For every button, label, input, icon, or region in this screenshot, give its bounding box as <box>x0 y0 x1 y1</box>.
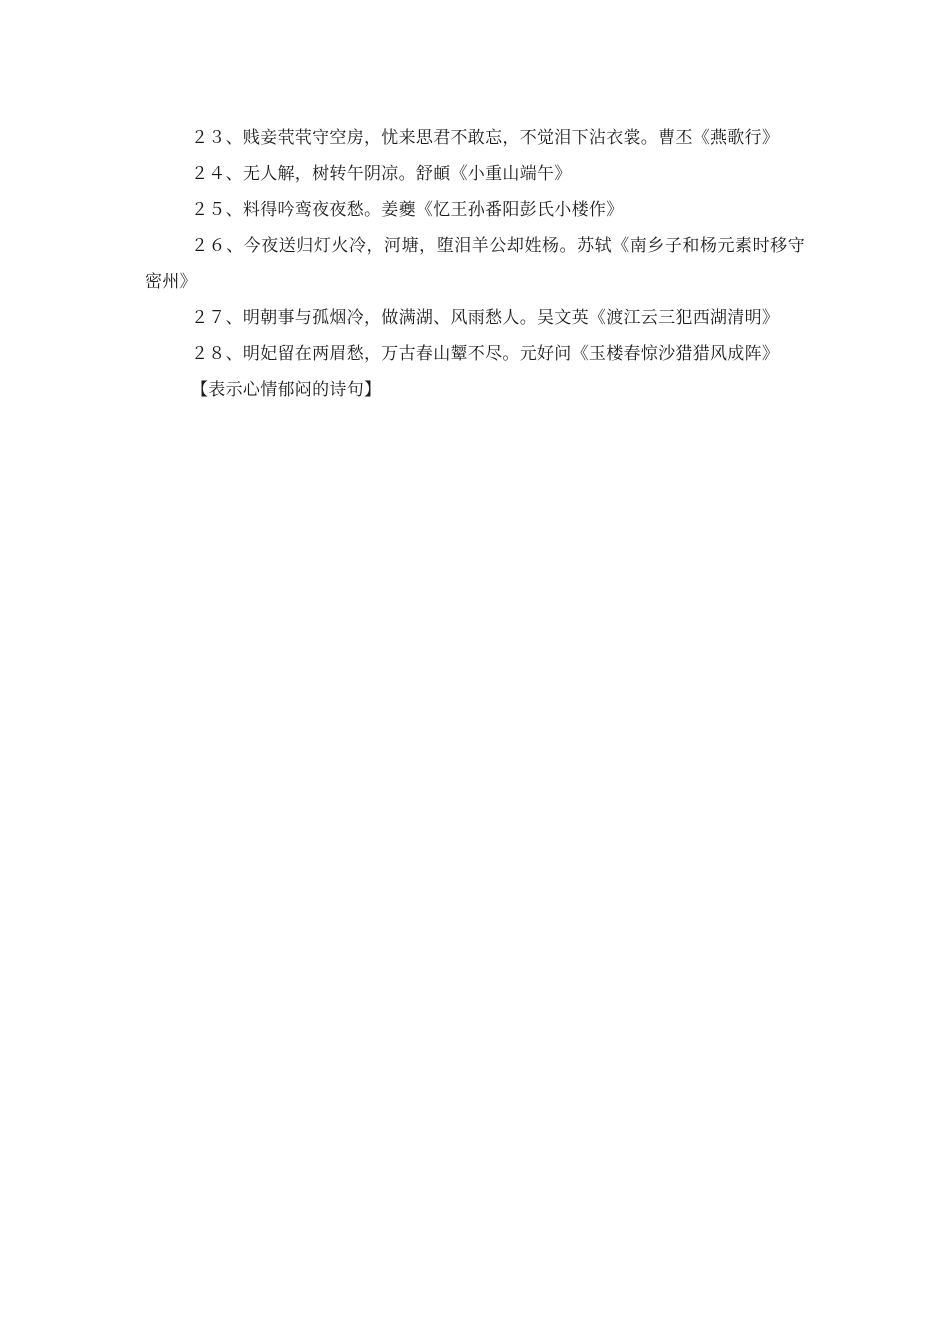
poem-line-24: ２４、无人解，树转午阴凉。舒頔《小重山端午》 <box>191 164 572 184</box>
document-body <box>145 120 805 408</box>
poem-line-23: ２３、贱妾茕茕守空房，忧来思君不敢忘，不觉泪下沾衣裳。曹丕《燕歌行》 <box>191 128 780 148</box>
poem-line-28: ２８、明妃留在两眉愁，万古春山颦不尽。元好问《玉楼春惊沙猎猎风成阵》 <box>191 344 780 364</box>
poem-line-27: ２７、明朝事与孤烟冷，做满湖、风雨愁人。吴文英《渡江云三犯西湖清明》 <box>191 308 780 328</box>
poem-line-25: ２５、料得吟鸾夜夜愁。姜夔《忆王孙番阳彭氏小楼作》 <box>191 200 624 220</box>
section-heading: 【表示心情郁闷的诗句】 <box>191 380 382 400</box>
poem-line-26: ２６、今夜送归灯火冷，河塘，堕泪羊公却姓杨。苏轼《南乡子和杨元素时移守密州》 <box>145 236 805 292</box>
